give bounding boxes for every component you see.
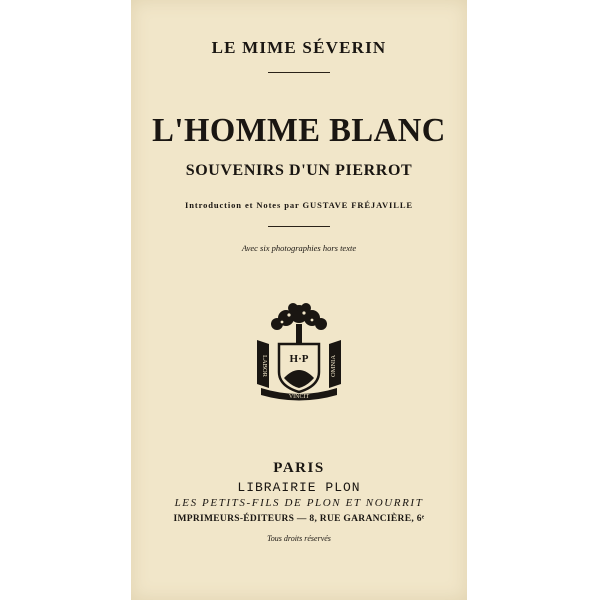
book-title: L'HOMME BLANC [152, 112, 446, 149]
divider-rule [268, 72, 330, 73]
divider-rule [268, 226, 330, 227]
rights-notice: Tous droits réservés [267, 534, 331, 543]
printer-address: IMPRIMEURS-ÉDITEURS — 8, RUE GARANCIÈRE, 6ᵉ [173, 514, 425, 524]
book-title-page [131, 0, 467, 600]
banner-left-text: LABOR [261, 354, 268, 378]
publication-city: PARIS [273, 460, 325, 476]
publisher-name: LIBRAIRIE PLON [237, 480, 361, 495]
introduction-credit: Introduction et Notes par GUSTAVE FRÉJAVILLE [185, 200, 413, 210]
publisher-emblem-icon [249, 302, 349, 402]
emblem-monogram: H·P [289, 353, 309, 365]
banner-bottom-text: VINCIT [288, 394, 310, 400]
publisher-heirs: LES PETITS-FILS DE PLON ET NOURRIT [174, 497, 424, 509]
banner-right-text: OMNIA [330, 354, 337, 378]
author-name: LE MIME SÉVERIN [211, 38, 387, 57]
photographs-note: Avec six photographies hors texte [241, 243, 357, 253]
book-subtitle: SOUVENIRS D'UN PIERROT [185, 162, 413, 179]
